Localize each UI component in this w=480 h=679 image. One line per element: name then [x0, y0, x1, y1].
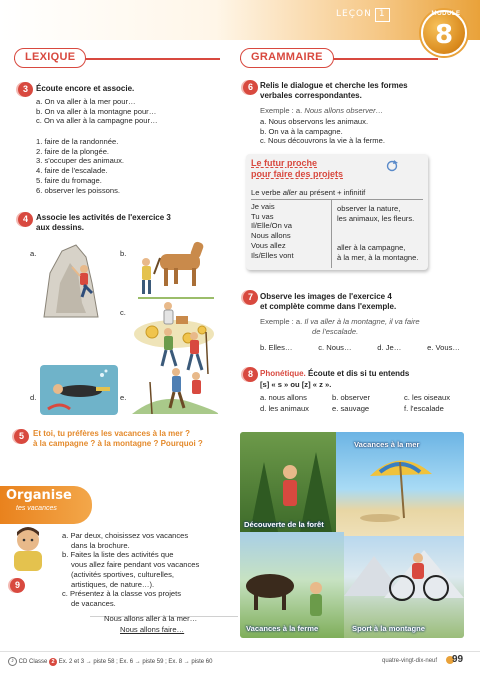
sounds-line: [s] « s » ou [z] « z ». [260, 380, 332, 389]
rule-verb: aller [282, 188, 298, 197]
exercise-4-title-line: Associe les activités de l'exercice 3 [36, 213, 171, 222]
top-banner [0, 0, 480, 40]
farm-caption: Vacances à la ferme [246, 624, 319, 633]
fill-item: d. Je… [377, 343, 402, 352]
beach-photo [336, 432, 464, 536]
exercise-8-title-text: Écoute et dis si tu entends [308, 369, 410, 378]
exercise-number-5: 5 [14, 429, 29, 444]
exercise-number-3: 3 [18, 82, 33, 97]
mountain-caption: Sport à la montagne [352, 624, 425, 633]
forest-photo [240, 432, 336, 532]
grammar-box-title [251, 158, 343, 180]
conjugation-form: Tu vas [251, 211, 274, 221]
conjugation-form: Vous allez [251, 240, 286, 250]
farm-illustration [134, 228, 216, 302]
conjugation-examples [337, 204, 423, 263]
audio-tracks: Ex. 2 et 3 → piste 58 ; Ex. 6 → piste 59 ; Ex. 8 → piste 60 [58, 659, 213, 666]
module-word: MODULE [431, 11, 461, 17]
footer-rule [0, 651, 480, 652]
exercise-5-question [33, 429, 203, 449]
example-text: Nous allons observer… [304, 106, 384, 115]
example-line: à la mer, à la montagne. [337, 253, 419, 263]
conjugation-pronouns [251, 202, 329, 260]
instruction-line: artistiques, de nature…). [71, 579, 155, 589]
sentence-item: b. On va à la campagne. [260, 126, 343, 136]
question-line: à la campagne ? à la montagne ? Pourquoi ? [33, 439, 203, 449]
phonetic-word: f. l'escalade [404, 403, 444, 413]
phonetic-word: d. les animaux [260, 403, 309, 413]
lesson-tag [336, 8, 390, 22]
speech-line-1: Nous allons aller à la mer… [104, 614, 198, 623]
grammar-box-title-line: pour faire des projets [251, 169, 344, 179]
example-line [337, 243, 423, 253]
phonetic-word: a. nous allons [260, 393, 307, 402]
activity-item: 5. faire du fromage. [36, 175, 102, 185]
grammaire-heading: GRAMMAIRE [240, 48, 334, 68]
mountain-photo [344, 536, 464, 638]
refresh-icon [386, 160, 398, 172]
page-number: 99 [452, 654, 464, 665]
label-d: d. [30, 393, 37, 402]
cd-number: 2 [49, 658, 57, 666]
activity-item: 6. observer les poissons. [36, 185, 120, 195]
option-line: b. On va aller à la montagne pour… [36, 106, 157, 116]
example-text: de l'escalade. [312, 326, 359, 336]
option-line: c. On va aller à la campagne pour… [36, 116, 158, 126]
activity-item: 4. faire de l'escalade. [36, 166, 108, 176]
instruction-line: a. Par deux, choisissez vos vacances [62, 531, 189, 540]
exercise-7-fills [260, 343, 460, 353]
audio-icon: ♪ [8, 657, 17, 666]
example-text: Il va aller à la montagne, il va faire [304, 317, 420, 326]
lesson-number: 1 [375, 8, 390, 22]
exercise-number-8: 8 [243, 367, 258, 382]
label-c: c. [120, 308, 126, 317]
exercise-7-title-line: Observe les images de l'exercice 4 [260, 292, 392, 301]
exercise-number-9: 9 [10, 578, 25, 593]
instruction-line: de vacances. [71, 599, 116, 609]
fill-item: e. Vous… [427, 343, 460, 352]
instruction-line: b. Faites la liste des activités que [62, 550, 174, 560]
example-prefix: Exemple : a. [260, 106, 303, 115]
organise-subtitle: tes vacances [16, 505, 57, 512]
conjugation-form: Il/Elle/On va [251, 221, 292, 231]
instruction-line: vous allez faire pendant vos vacances [71, 560, 200, 570]
exercise-number-4: 4 [18, 212, 33, 227]
complement: à la campagne, [353, 243, 406, 253]
exercise-6-title [260, 81, 408, 101]
exercise-4-title-line: aux dessins. [36, 223, 85, 233]
instruction-line: c. Présentez à la classe vos projets [62, 589, 182, 599]
exercise-8-title [260, 369, 409, 379]
phonetic-word: b. observer [332, 393, 370, 402]
climbing-illustration [42, 243, 108, 319]
example-prefix: Exemple : a. [260, 317, 303, 326]
brochure-collage [240, 432, 464, 638]
label-e: e. [120, 393, 127, 402]
phonetic-word: e. sauvage [332, 403, 370, 413]
option-line: a. On va aller à la mer pour… [36, 97, 136, 106]
conjugation-form: Ils/Elles vont [251, 250, 294, 260]
beach-caption: Vacances à la mer [354, 440, 420, 449]
example-line [337, 204, 423, 214]
exercise-number-6: 6 [243, 80, 258, 95]
complement: la nature, [368, 204, 401, 213]
farm-photo [240, 532, 344, 638]
fill-item: c. Nous… [318, 343, 352, 352]
phonetic-word: c. les oiseaux [404, 393, 451, 402]
nature-observation-illustration [130, 362, 220, 418]
module-number: 8 [434, 20, 454, 50]
exercise-3-items [36, 137, 124, 195]
example-line: les animaux, les fleurs. [337, 213, 415, 223]
exercise-6-items [260, 117, 385, 146]
exercise-3-title: Écoute encore et associe. [36, 84, 135, 93]
mountain-scene [344, 536, 464, 638]
conjugation-table [251, 199, 423, 269]
student-illustration [2, 526, 52, 572]
activity-item: 2. faire de la plongée. [36, 146, 110, 156]
label-b: b. [120, 249, 127, 258]
exercise-number-7: 7 [243, 290, 258, 305]
organise-title: Organise [6, 488, 72, 503]
rule-suffix: au présent + infinitif [299, 188, 366, 197]
farm-scene [240, 532, 344, 638]
fill-item: b. Elles… [260, 343, 293, 352]
sentence-item: c. Nous découvrons la vie à la ferme. [260, 136, 385, 146]
page-number-words: quatre-vingt-dix-neuf [382, 658, 438, 664]
phonetic-words [260, 393, 470, 413]
conjugation-divider [331, 200, 332, 268]
infinitive: observer [337, 204, 367, 213]
lexique-heading: LEXIQUE [14, 48, 86, 68]
lesson-label: LEÇON [336, 9, 372, 19]
conjugation-form: Nous allons [251, 231, 291, 241]
footer-audio [8, 657, 212, 667]
exercise-6-title-line: verbales correspondantes. [260, 91, 362, 101]
exercise-7-example [260, 317, 420, 336]
exercise-3-options [36, 97, 158, 126]
instruction-line: (activités sportives, culturelles, [71, 569, 174, 579]
grammar-box-title-line: Le futur proche [251, 158, 318, 168]
activity-item: 1. faire de la randonnée. [36, 137, 119, 146]
speech-line-2: Nous allons faire… [120, 625, 185, 634]
audio-label: CD Classe [18, 659, 48, 666]
forest-caption: Découverte de la forêt [244, 520, 324, 529]
forest-scene [240, 432, 336, 532]
activity-item: 3. s'occuper des animaux. [36, 156, 124, 166]
infinitive: aller [337, 243, 352, 253]
organise-instructions [62, 531, 199, 609]
exercise-6-example [260, 106, 383, 116]
phonetique-label: Phonétique. [260, 369, 306, 378]
conjugation-form: Je vais [251, 202, 275, 211]
rule-prefix: Le verbe [251, 188, 281, 197]
grammar-rule [251, 188, 365, 198]
exercise-7-title-line: et complète comme dans l'exemple. [260, 302, 397, 312]
sentence-item: a. Nous observons les animaux. [260, 117, 369, 126]
question-line: Et toi, tu préfères les vacances à la mer ? [33, 429, 190, 438]
instruction-line: dans la brochure. [71, 540, 130, 550]
exercise-6-title-line: Relis le dialogue et cherche les formes [260, 81, 408, 90]
exercise-7-title [260, 292, 396, 312]
label-a: a. [30, 249, 37, 258]
diving-illustration [40, 365, 118, 415]
